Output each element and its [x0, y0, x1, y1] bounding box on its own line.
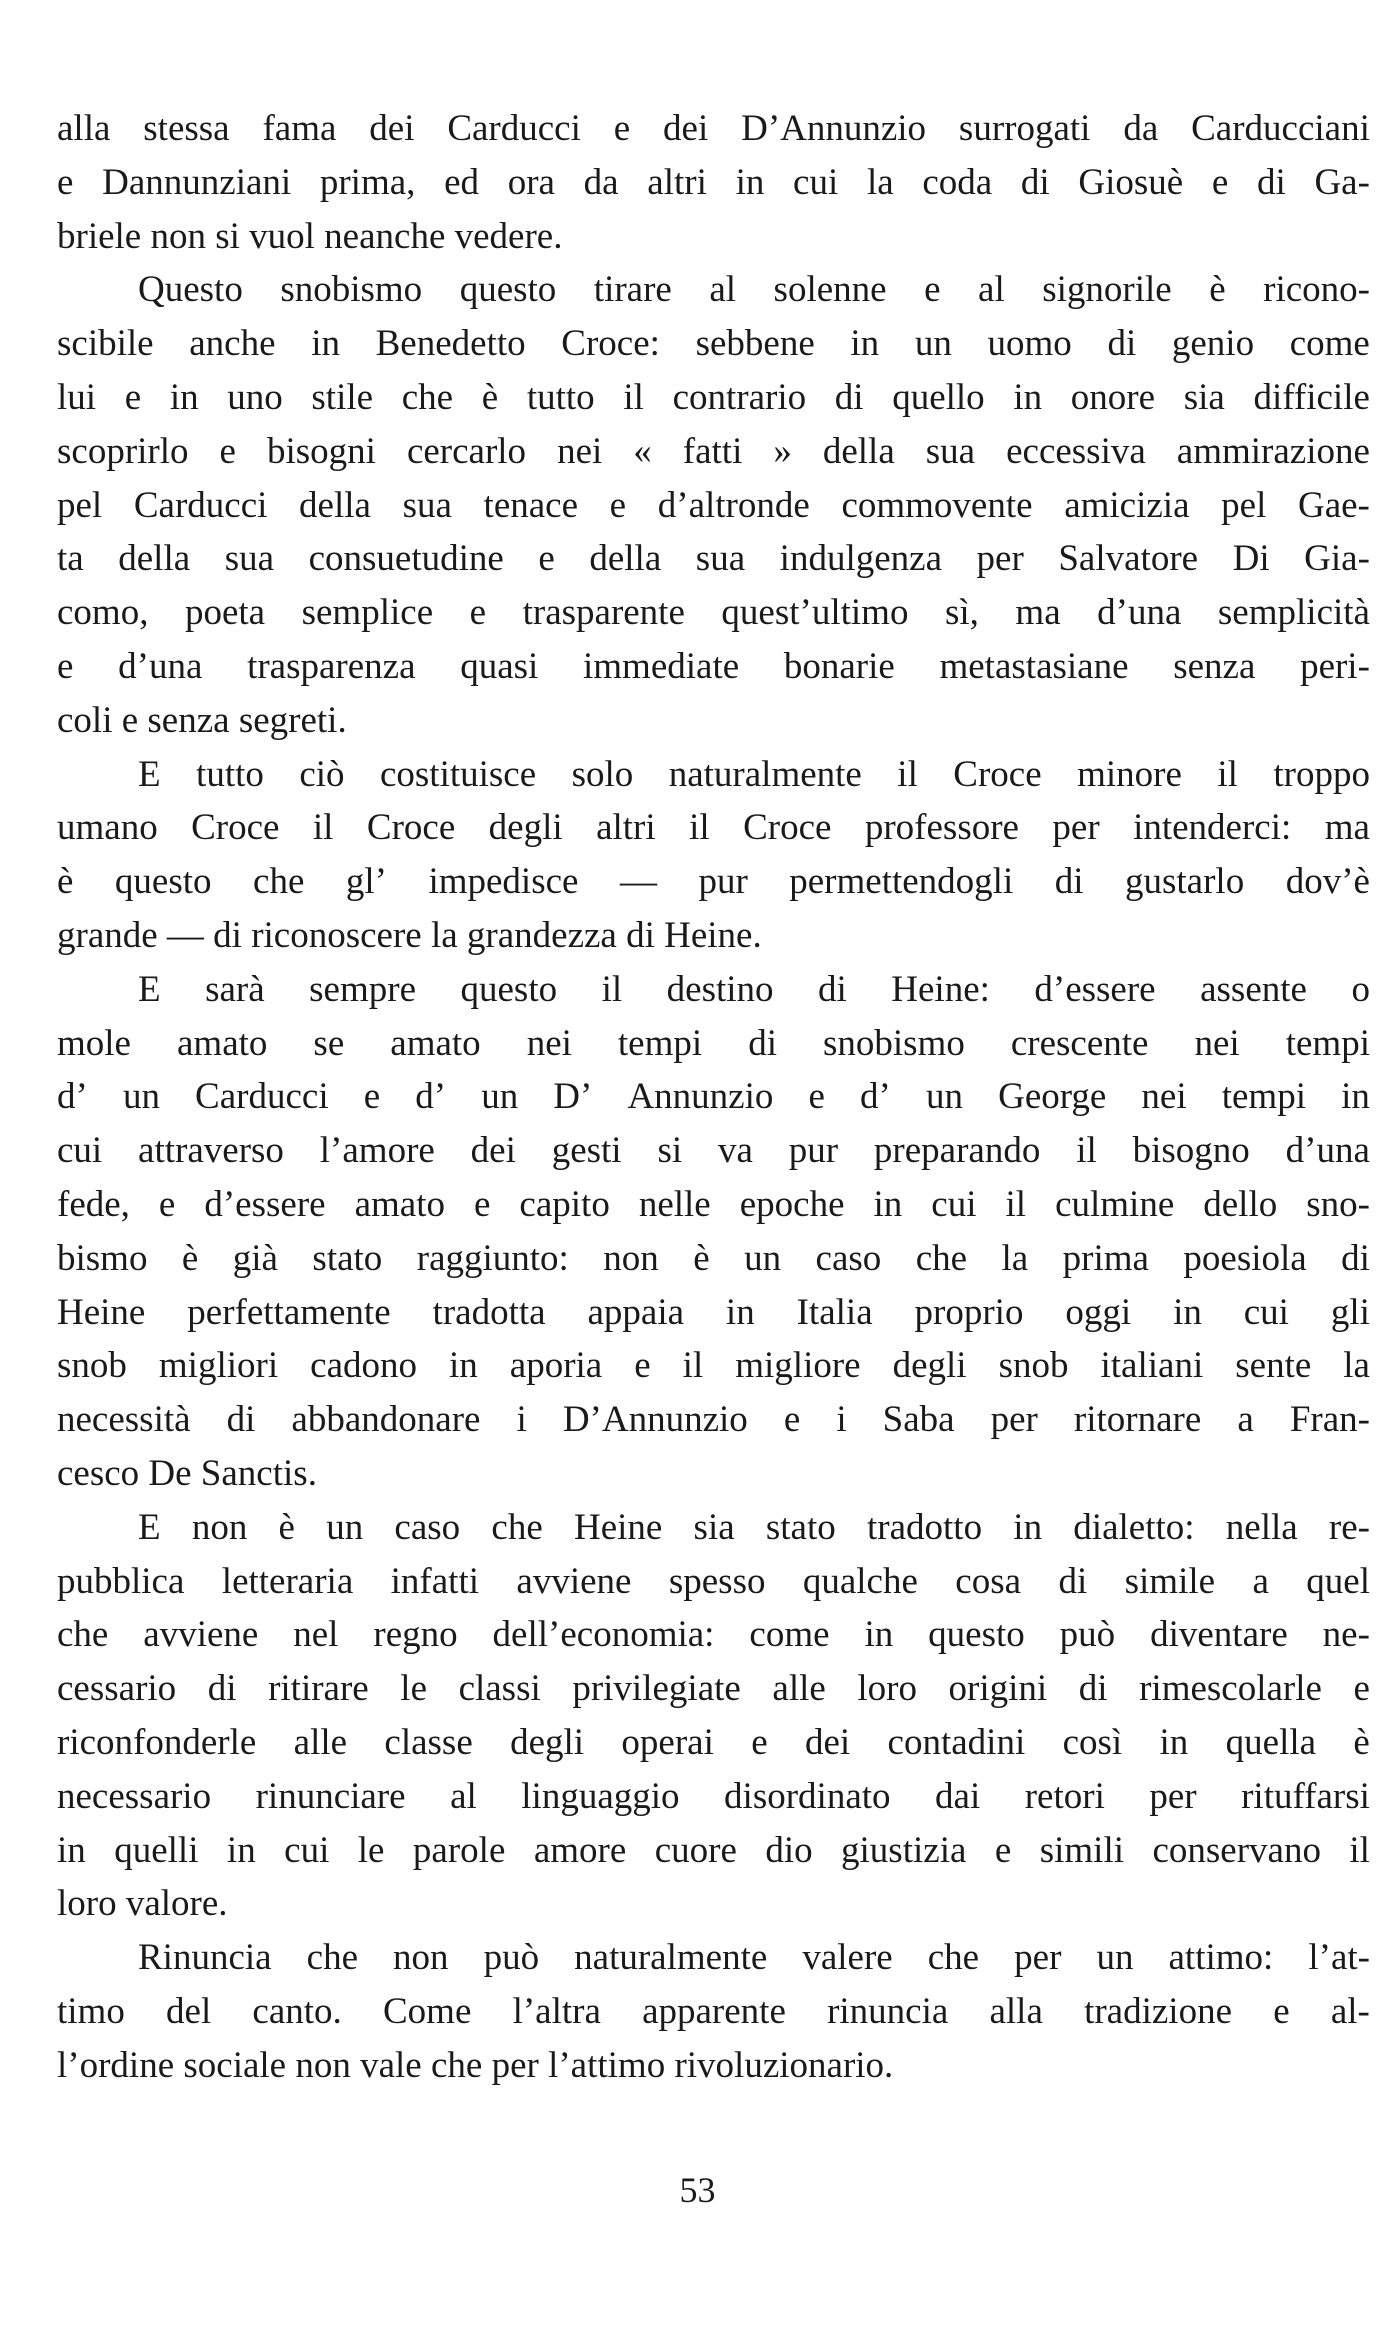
- text-line-content: che avviene nel regno dell’economia: come in questo può diventare ne-: [57, 1614, 1370, 1656]
- text-line-content: Rinuncia che non può naturalmente valere che per un attimo: l’at-: [138, 1937, 1370, 1979]
- text-line-content: d’ un Carducci e d’ un D’ Annunzio e d’ un George nei tempi in: [57, 1076, 1370, 1118]
- text-line: [57, 2039, 1370, 2093]
- text-line: [57, 1286, 1370, 1340]
- text-line: [57, 1447, 1370, 1501]
- text-line: [57, 586, 1370, 640]
- text-line: [57, 963, 1370, 1017]
- text-line-content: fede, e d’essere amato e capito nelle epoche in cui il culmine dello sno-: [57, 1183, 1370, 1225]
- text-line: [57, 210, 1370, 264]
- text-line-content: E sarà sempre questo il destino di Heine: d’essere assente o: [138, 968, 1370, 1010]
- text-line-content: e Dannunziani prima, ed ora da altri in cui la coda di Giosuè e di Ga-: [57, 161, 1370, 203]
- text-line: [57, 532, 1370, 586]
- text-line: [57, 855, 1370, 909]
- text-line-content: è questo che gl’ impedisce — pur permettendogli di gustarlo dov’è: [57, 861, 1370, 903]
- text-line-content: timo del canto. Come l’altra apparente rinuncia alla tradizione e al-: [57, 1990, 1370, 2032]
- text-line: [57, 1393, 1370, 1447]
- text-line-content: scoprirlo e bisogni cercarlo nei « fatti » della sua eccessiva ammirazione: [57, 430, 1370, 472]
- text-line-content: e d’una trasparenza quasi immediate bonarie metastasiane senza peri-: [57, 645, 1370, 687]
- text-line: [57, 1877, 1370, 1931]
- text-line-content: briele non si vuol neanche vedere.: [57, 215, 563, 257]
- text-line-content: necessità di abbandonare i D’Annunzio e i Saba per ritornare a Fran-: [57, 1399, 1370, 1441]
- text-line: [57, 1770, 1370, 1824]
- text-line: [57, 1178, 1370, 1232]
- text-line: [57, 425, 1370, 479]
- text-line-content: loro valore.: [57, 1883, 228, 1925]
- text-line: [57, 371, 1370, 425]
- text-line-content: l’ordine sociale non vale che per l’attimo rivoluzionario.: [57, 2044, 894, 2086]
- text-line: [57, 102, 1370, 156]
- text-line-content: cui attraverso l’amore dei gesti si va pur preparando il bisogno d’una: [57, 1130, 1370, 1172]
- text-line: [57, 1608, 1370, 1662]
- text-line-content: bismo è già stato raggiunto: non è un caso che la prima poesiola di: [57, 1237, 1370, 1279]
- text-line-content: como, poeta semplice e trasparente quest’ultimo sì, ma d’una semplicità: [57, 592, 1370, 634]
- text-line-content: Heine perfettamente tradotta appaia in Italia proprio oggi in cui gli: [57, 1291, 1370, 1333]
- text-line-content: mole amato se amato nei tempi di snobismo crescente nei tempi: [57, 1022, 1370, 1064]
- text-line: [57, 1555, 1370, 1609]
- text-line: [57, 1662, 1370, 1716]
- text-line: [57, 909, 1370, 963]
- text-line: [57, 1824, 1370, 1878]
- text-line: [57, 748, 1370, 802]
- text-line-content: E non è un caso che Heine sia stato tradotto in dialetto: nella re-: [138, 1506, 1370, 1548]
- text-line: [57, 1070, 1370, 1124]
- text-line: [57, 479, 1370, 533]
- text-line-content: cessario di ritirare le classi privilegiate alle loro origini di rimescolarle e: [57, 1668, 1370, 1710]
- text-line: [57, 694, 1370, 748]
- text-line: [57, 1985, 1370, 2039]
- text-line: [57, 1931, 1370, 1985]
- text-line-content: E tutto ciò costituisce solo naturalmente il Croce minore il troppo: [138, 753, 1370, 795]
- text-line: [57, 1339, 1370, 1393]
- text-line-content: Questo snobismo questo tirare al solenne e al signorile è ricono-: [138, 269, 1370, 311]
- text-line: [57, 156, 1370, 210]
- text-line-content: necessario rinunciare al linguaggio disordinato dai retori per rituffarsi: [57, 1775, 1370, 1817]
- text-line-content: umano Croce il Croce degli altri il Croce professore per intenderci: ma: [57, 807, 1370, 849]
- text-line: [57, 317, 1370, 371]
- text-line: [57, 263, 1370, 317]
- page-number: 53: [679, 2170, 716, 2210]
- text-line: [57, 1017, 1370, 1071]
- text-line-content: alla stessa fama dei Carducci e dei D’Annunzio surrogati da Carducciani: [57, 108, 1370, 149]
- text-line-content: coli e senza segreti.: [57, 699, 347, 741]
- body-text: [57, 102, 1370, 2092]
- text-line-content: cesco De Sanctis.: [57, 1452, 317, 1494]
- text-line-content: scibile anche in Benedetto Croce: sebbene in un uomo di genio come: [57, 323, 1370, 365]
- text-line: [57, 1124, 1370, 1178]
- text-line-content: riconfonderle alle classe degli operai e dei contadini così in quella è: [57, 1721, 1370, 1763]
- text-line-content: in quelli in cui le parole amore cuore dio giustizia e simili conservano il: [57, 1829, 1370, 1871]
- text-line-content: ta della sua consuetudine e della sua indulgenza per Salvatore Di Gia-: [57, 538, 1370, 580]
- text-line: [57, 1232, 1370, 1286]
- text-line-content: lui e in uno stile che è tutto il contrario di quello in onore sia difficile: [57, 376, 1370, 418]
- text-line-content: pubblica letteraria infatti avviene spesso qualche cosa di simile a quel: [57, 1560, 1370, 1602]
- text-line: [57, 640, 1370, 694]
- text-line: [57, 1501, 1370, 1555]
- text-line: [57, 801, 1370, 855]
- text-line: [57, 1716, 1370, 1770]
- text-line-content: pel Carducci della sua tenace e d’altronde commovente amicizia pel Gae-: [57, 484, 1370, 526]
- text-line-content: snob migliori cadono in aporia e il migliore degli snob italiani sente la: [57, 1345, 1370, 1387]
- text-line-content: grande — di riconoscere la grandezza di Heine.: [57, 914, 762, 956]
